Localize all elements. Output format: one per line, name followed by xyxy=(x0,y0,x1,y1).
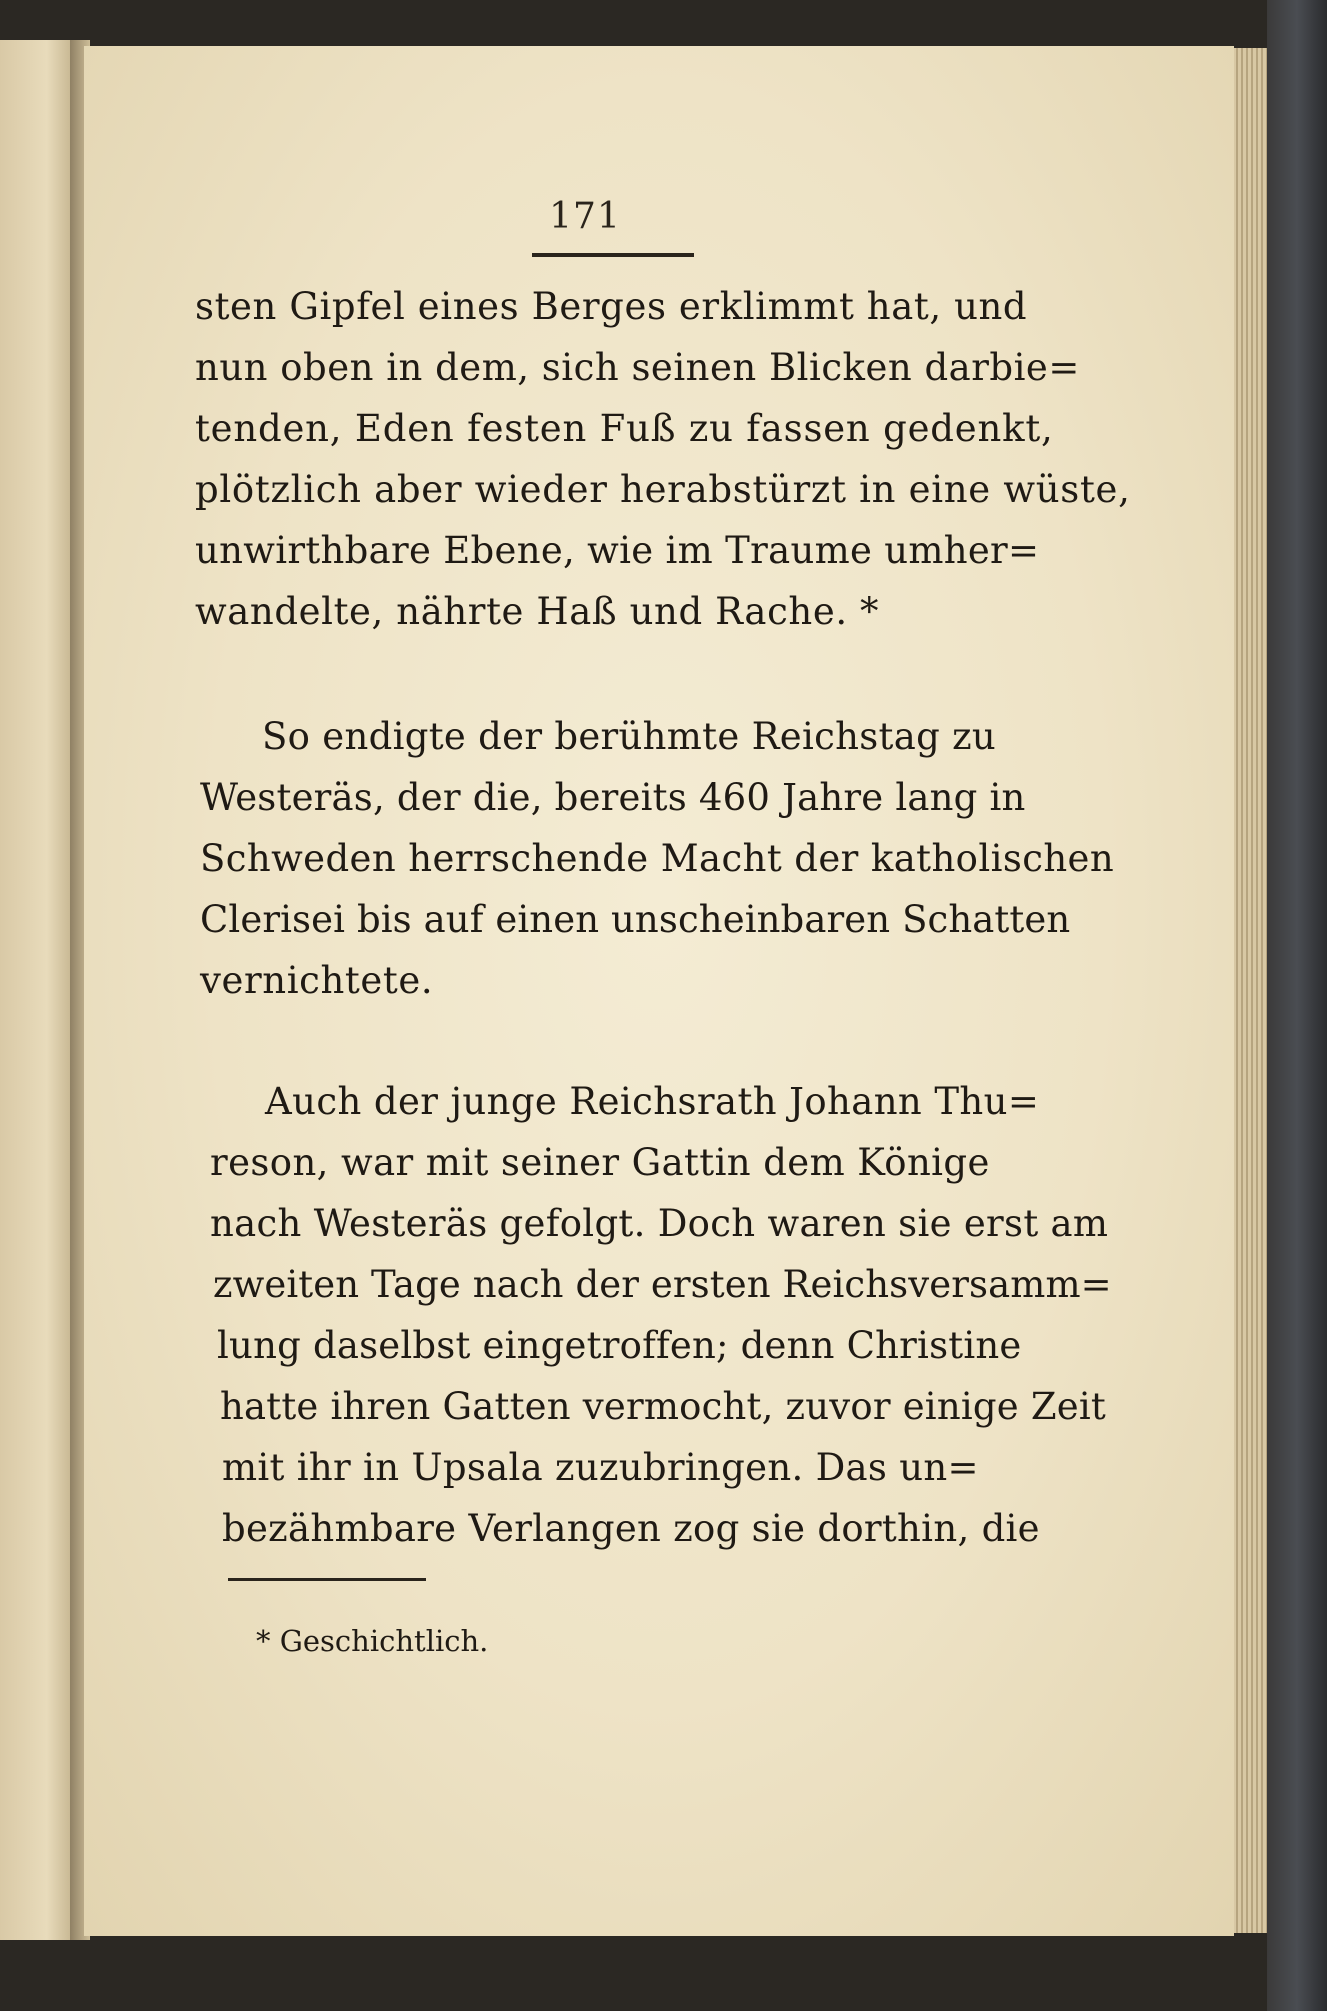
footnote-rule xyxy=(228,1578,426,1581)
text-line: Auch der junge Reichsrath Johann Thu= xyxy=(265,1080,1040,1123)
text-line: unwirthbare Ebene, wie im Traume umher= xyxy=(195,529,1040,572)
header-rule xyxy=(532,253,694,257)
text-line: sten Gipfel eines Berges erklimmt hat, und xyxy=(195,285,1028,328)
page-stack-edges xyxy=(1228,48,1270,1933)
text-line: mit ihr in Upsala zuzubringen. Das un= xyxy=(222,1446,979,1489)
text-line: plötzlich aber wieder herabstürzt in eine wüste, xyxy=(195,468,1131,511)
text-line: vernichtete. xyxy=(200,959,434,1002)
text-line: Clerisei bis auf einen unscheinbaren Schatten xyxy=(200,898,1071,941)
text-line: lung daselbst eingetroffen; denn Christine xyxy=(217,1324,1022,1367)
text-line: reson, war mit seiner Gattin dem Könige xyxy=(210,1141,990,1184)
text-line: Westeräs, der die, bereits 460 Jahre lang in xyxy=(200,776,1026,819)
footnote: * Geschichtlich. xyxy=(256,1624,489,1658)
text-line: hatte ihren Gatten vermocht, zuvor einige Zeit xyxy=(220,1385,1106,1428)
text-line: Schweden herrschende Macht der katholischen xyxy=(200,837,1115,880)
text-line: So endigte der berühmte Reichstag zu xyxy=(262,715,997,758)
text-line: wandelte, nährte Haß und Rache. * xyxy=(195,590,880,633)
book-cover-edge xyxy=(1267,0,1327,2011)
text-line: nach Westeräs gefolgt. Doch waren sie erst am xyxy=(210,1202,1109,1245)
text-line: nun oben in dem, sich seinen Blicken darbie= xyxy=(195,346,1080,389)
text-line: tenden, Eden festen Fuß zu fassen gedenkt, xyxy=(195,407,1054,450)
text-line: zweiten Tage nach der ersten Reichsversamm= xyxy=(213,1263,1112,1306)
left-page-edge xyxy=(0,40,78,1940)
text-line: bezähmbare Verlangen zog sie dorthin, die xyxy=(222,1507,1040,1550)
page-number: 171 xyxy=(549,196,621,237)
